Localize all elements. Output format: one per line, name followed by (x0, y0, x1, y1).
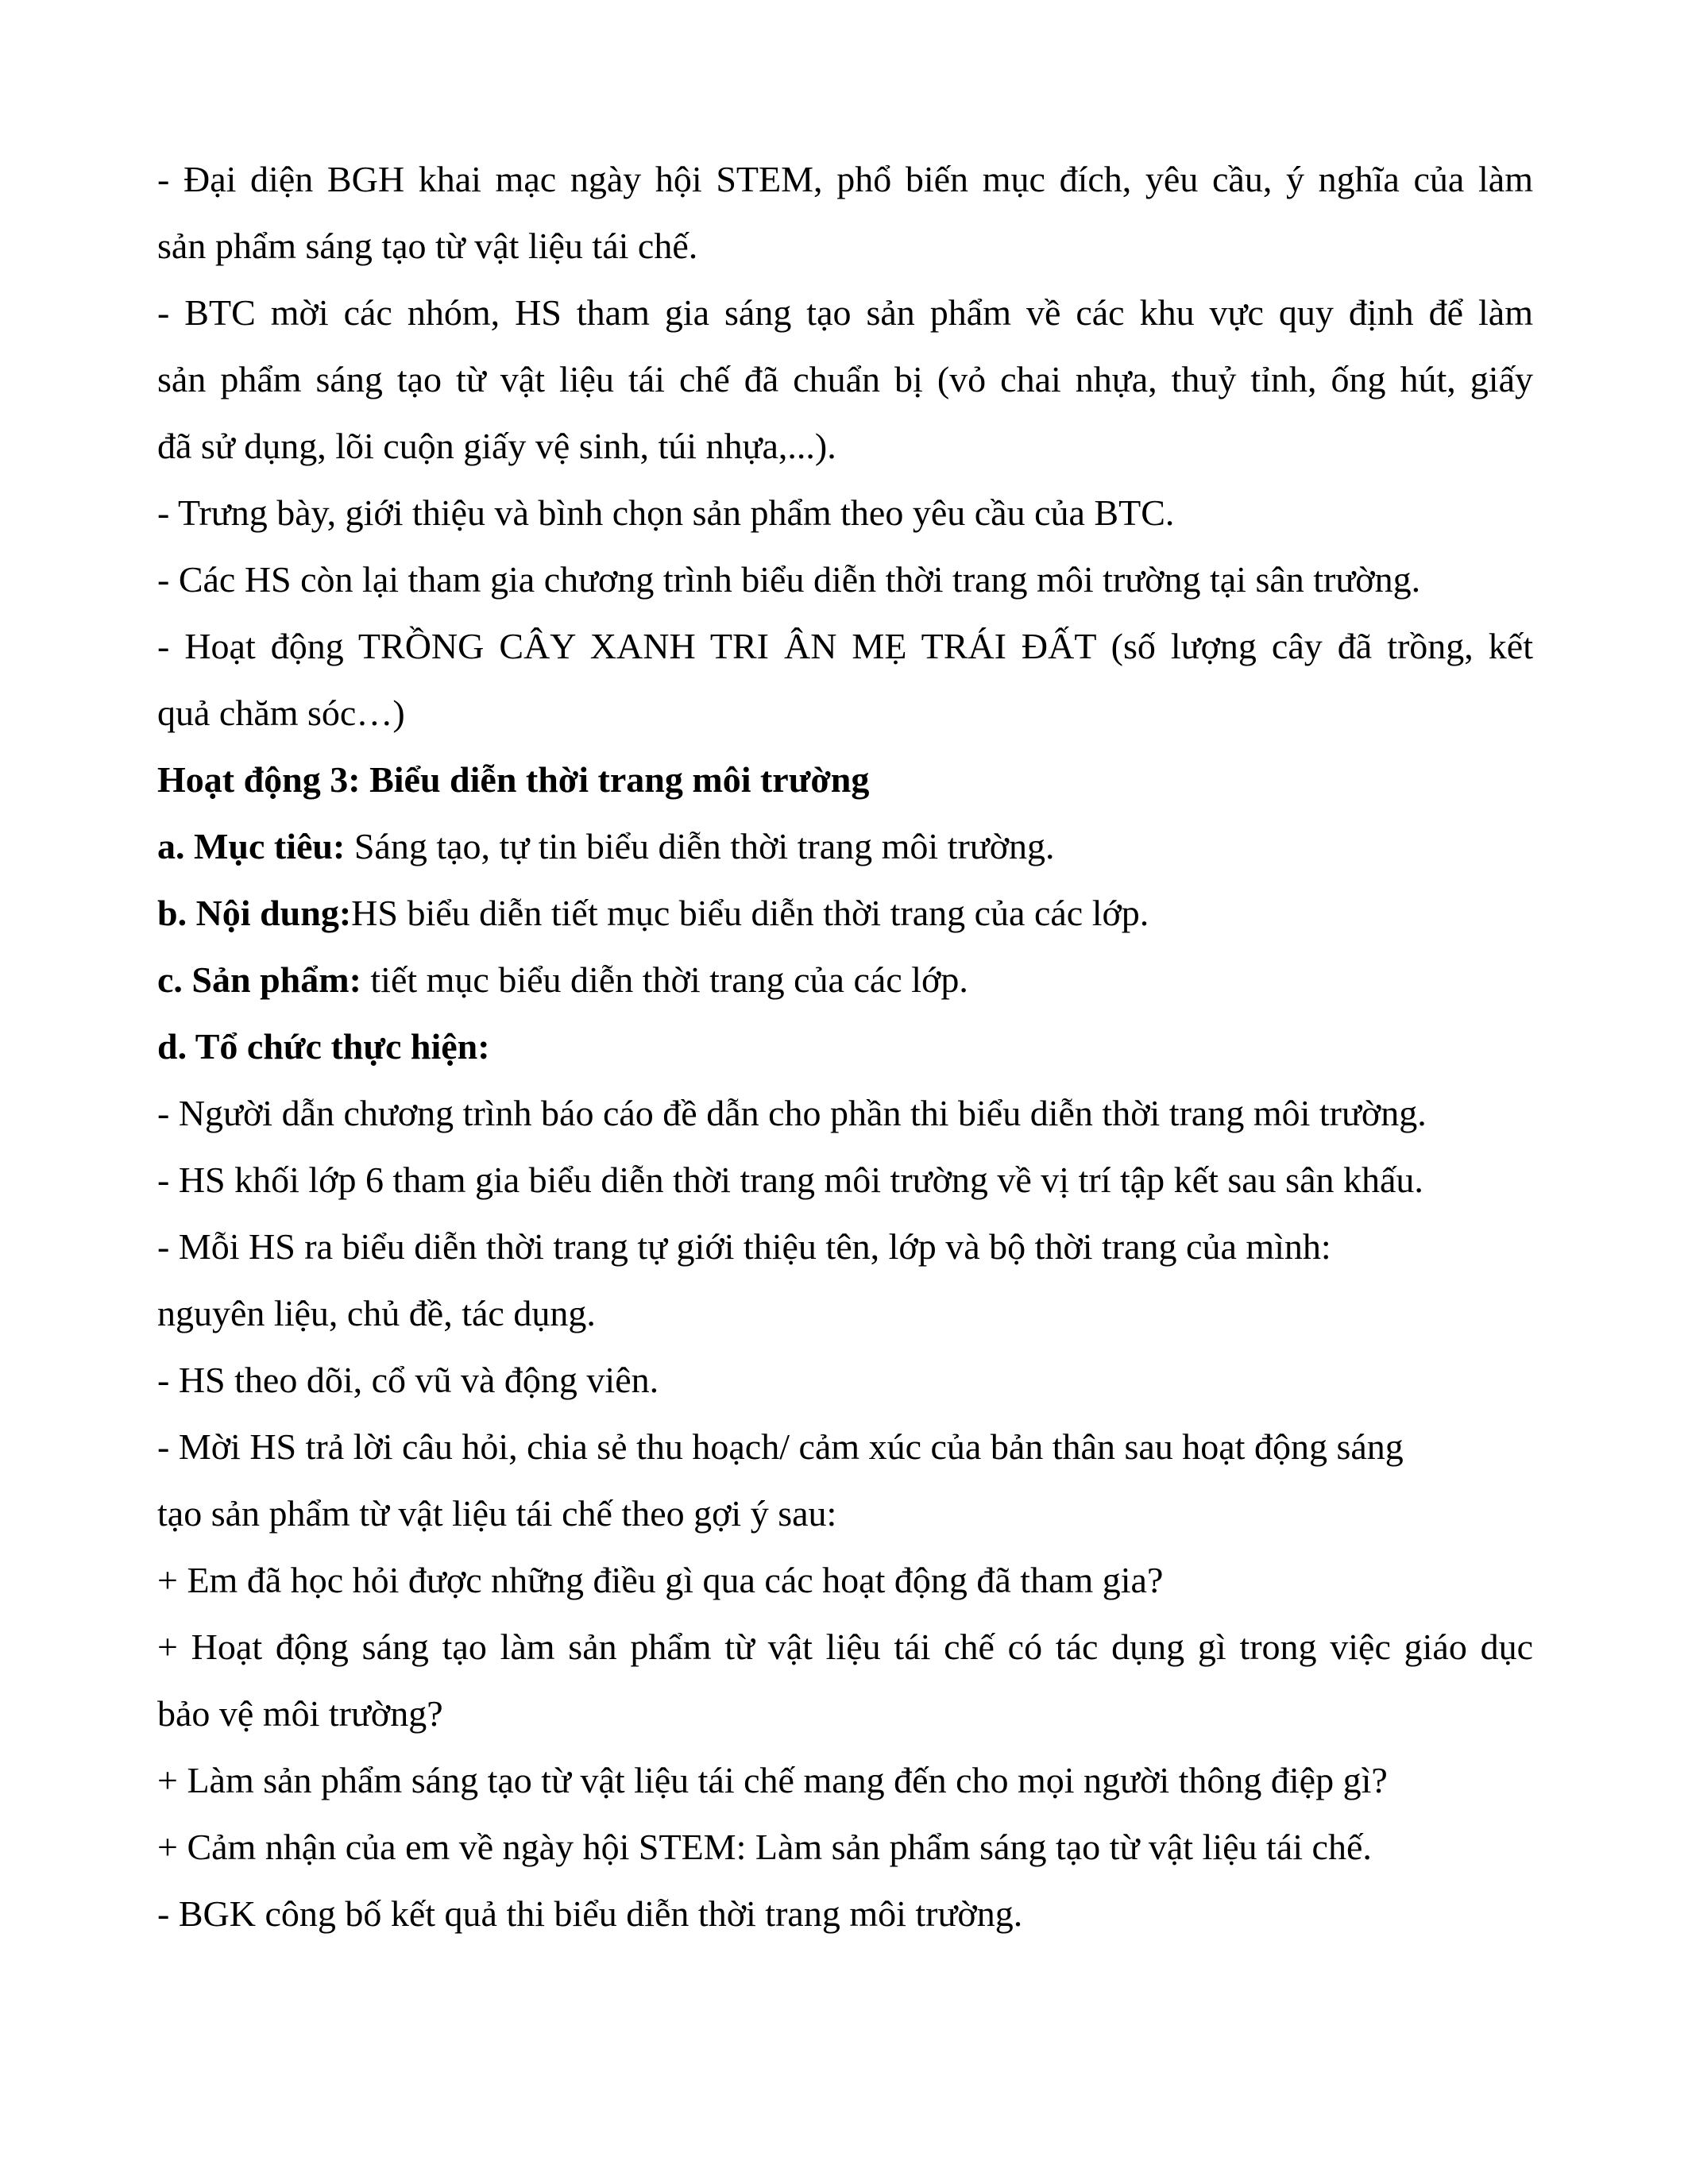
paragraph-line: + Cảm nhận của em về ngày hội STEM: Làm sản phẩm sáng tạo từ vật liệu tái chế. (157, 1827, 1372, 1867)
paragraph-line: sản phẩm sáng tạo từ vật liệu tái chế. (157, 226, 698, 266)
organization-line (157, 1013, 1533, 1080)
objective-text: Sáng tạo, tự tin biểu diễn thời trang môi trường. (345, 826, 1055, 866)
paragraph-line: - BGK công bố kết quả thi biểu diễn thời trang môi trường. (157, 1893, 1023, 1934)
document-page (157, 146, 1533, 1947)
objective-label: a. Mục tiêu: (157, 826, 346, 866)
paragraph-line: quả chăm sóc…) (157, 693, 405, 733)
paragraph-line: - Mời HS trả lời câu hỏi, chia sẻ thu hoạch/ cảm xúc của bản thân sau hoạt động sáng (157, 1426, 1404, 1467)
content-text: HS biểu diễn tiết mục biểu diễn thời trang của các lớp. (351, 893, 1149, 933)
paragraph-line: + Hoạt động sáng tạo làm sản phẩm từ vật liệu tái chế có tác dụng gì trong việc giáo dục (157, 1626, 1533, 1667)
paragraph-line: đã sử dụng, lõi cuộn giấy vệ sinh, túi nhựa,...). (157, 426, 836, 466)
section-heading (157, 747, 1533, 813)
paragraph-line: - HS khối lớp 6 tham gia biểu diễn thời trang môi trường về vị trí tập kết sau sân khấu. (157, 1160, 1423, 1200)
paragraph-line: - Hoạt động TRỒNG CÂY XANH TRI ÂN MẸ TRÁI ĐẤT (số lượng cây đã trồng, kết (157, 626, 1533, 666)
heading-text: Hoạt động 3: Biểu diễn thời trang môi trường (157, 759, 870, 800)
paragraph-line: - BTC mời các nhóm, HS tham gia sáng tạo sản phẩm về các khu vực quy định để làm (157, 292, 1533, 333)
paragraph-line: sản phẩm sáng tạo từ vật liệu tái chế đã chuẩn bị (vỏ chai nhựa, thuỷ tỉnh, ống hút, giấy (157, 359, 1533, 399)
paragraph-line: - Mỗi HS ra biểu diễn thời trang tự giới thiệu tên, lớp và bộ thời trang của mình: (157, 1226, 1331, 1267)
organization-label: d. Tổ chức thực hiện: (157, 1026, 490, 1067)
product-label: c. Sản phẩm: (157, 959, 361, 1000)
content-label: b. Nội dung: (157, 893, 352, 933)
product-text: tiết mục biểu diễn thời trang của các lớp. (361, 959, 968, 1000)
paragraph-line: + Làm sản phẩm sáng tạo từ vật liệu tái chế mang đến cho mọi người thông điệp gì? (157, 1760, 1388, 1800)
paragraph-line: bảo vệ môi trường? (157, 1693, 443, 1734)
objective-line (157, 813, 1533, 880)
paragraph-line: - HS theo dõi, cổ vũ và động viên. (157, 1360, 659, 1400)
paragraph-line: nguyên liệu, chủ đề, tác dụng. (157, 1293, 596, 1333)
paragraph-line: - Đại diện BGH khai mạc ngày hội STEM, phổ biến mục đích, yêu cầu, ý nghĩa của làm (157, 159, 1533, 199)
paragraph-line: - Người dẫn chương trình báo cáo đề dẫn cho phần thi biểu diễn thời trang môi trường. (157, 1093, 1427, 1133)
paragraph-line: - Các HS còn lại tham gia chương trình biểu diễn thời trang môi trường tại sân trường. (157, 559, 1421, 600)
paragraph-line: tạo sản phẩm từ vật liệu tái chế theo gợi ý sau: (157, 1493, 837, 1534)
paragraph-line: + Em đã học hỏi được những điều gì qua các hoạt động đã tham gia? (157, 1560, 1164, 1600)
paragraph-line: - Trưng bày, giới thiệu và bình chọn sản phẩm theo yêu cầu của BTC. (157, 492, 1175, 533)
content-line (157, 880, 1533, 947)
product-line (157, 947, 1533, 1013)
